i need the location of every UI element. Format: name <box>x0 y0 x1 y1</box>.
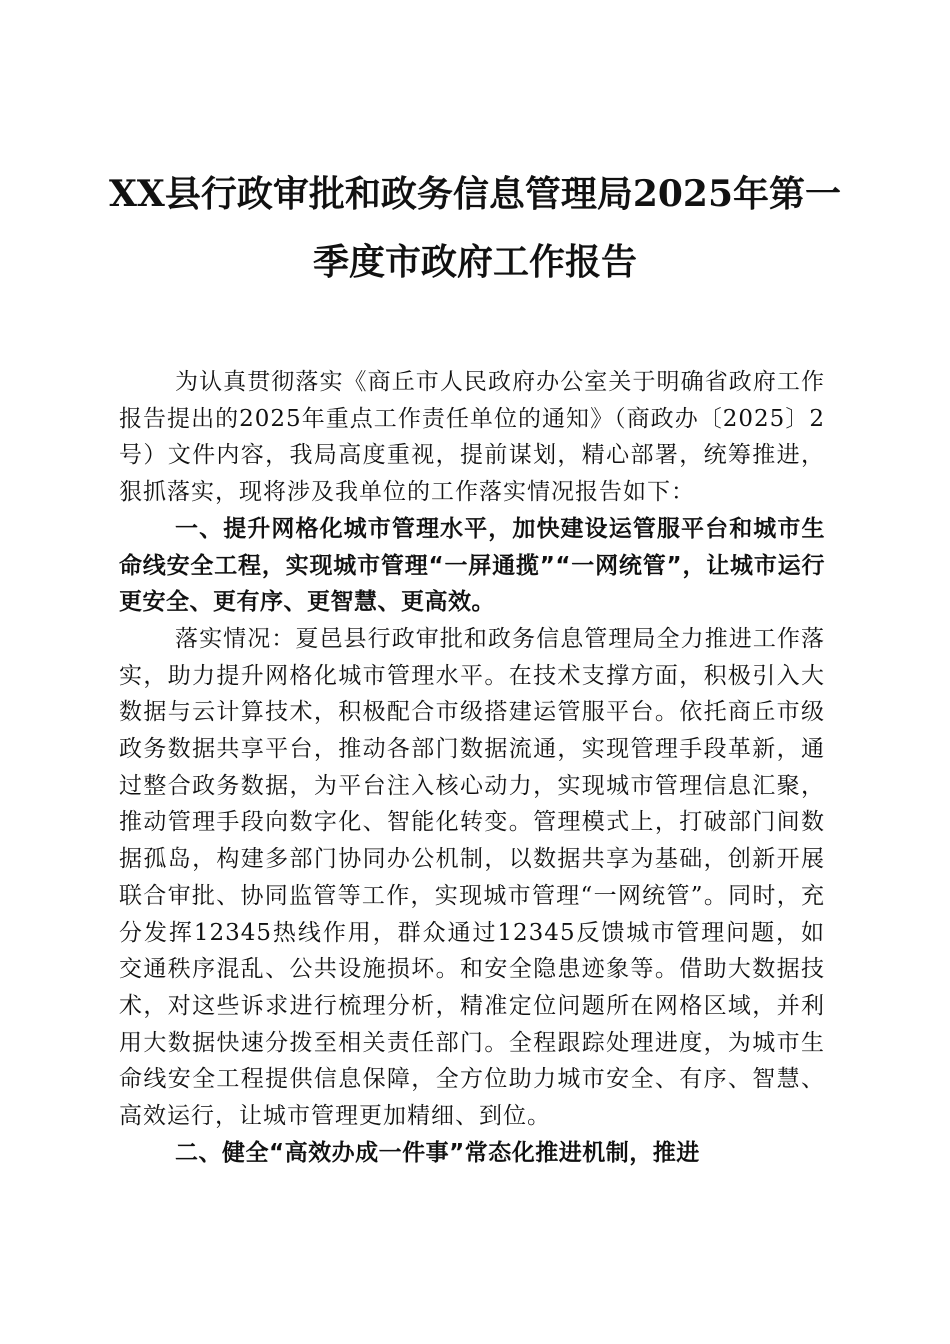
document-title <box>100 160 850 296</box>
section-1-heading: 一、提升网格化城市管理水平，加快建设运管服平台和城市生命线安全工程，实现城市管理“一屏通揽”“一网统管”，让城市运行更安全、更有序、更智慧、更高效。 <box>119 515 825 616</box>
document-body <box>119 364 825 1171</box>
section-2-heading: 二、健全“高效办成一件事”常态化推进机制，推进 <box>175 1139 700 1166</box>
intro-paragraph: 为认真贯彻落实《商丘市人民政府办公室关于明确省政府工作报告提出的2025年重点工作责任单位的通知》（商政办〔2025〕2号）文件内容，我局高度重视，提前谋划，精心部署，统筹推进，狠抓落实，现将涉及我单位的工作落实情况报告如下： <box>119 369 825 506</box>
section-1-body: 落实情况：夏邑县行政审批和政务信息管理局全力推进工作落实，助力提升网格化城市管理水平。在技术支撑方面，积极引入大数据与云计算技术，积极配合市级搭建运管服平台。依托商丘市级政务数据共享平台，推动各部门数据流通，实现管理手段革新，通过整合政务数据，为平台注入核心动力，实现城市管理信息汇聚，推动管理手段向数字化、智能化转变。管理模式上，打破部门间数据孤岛，构建多部门协同办公机制，以数据共享为基础，创新开展联合审批、协同监管等工作，实现城市管理“一网统管”。同时，充分发挥12345热线作用，群众通过12345反馈城市管理问题，如交通秩序混乱、公共设施损坏。和安全隐患迹象等。借助大数据技术，对这些诉求进行梳理分析，精准定位问题所在网格区域，并利用大数据快速分拨至相关责任部门。全程跟踪处理进度，为城市生命线安全工程提供信息保障，全方位助力城市安全、有序、智慧、高效运行，让城市管理更加精细、到位。 <box>119 625 825 1130</box>
title-line-1: XX县行政审批和政务信息管理局2025年第一 <box>108 173 842 215</box>
title-line-2: 季度市政府工作报告 <box>312 241 637 283</box>
